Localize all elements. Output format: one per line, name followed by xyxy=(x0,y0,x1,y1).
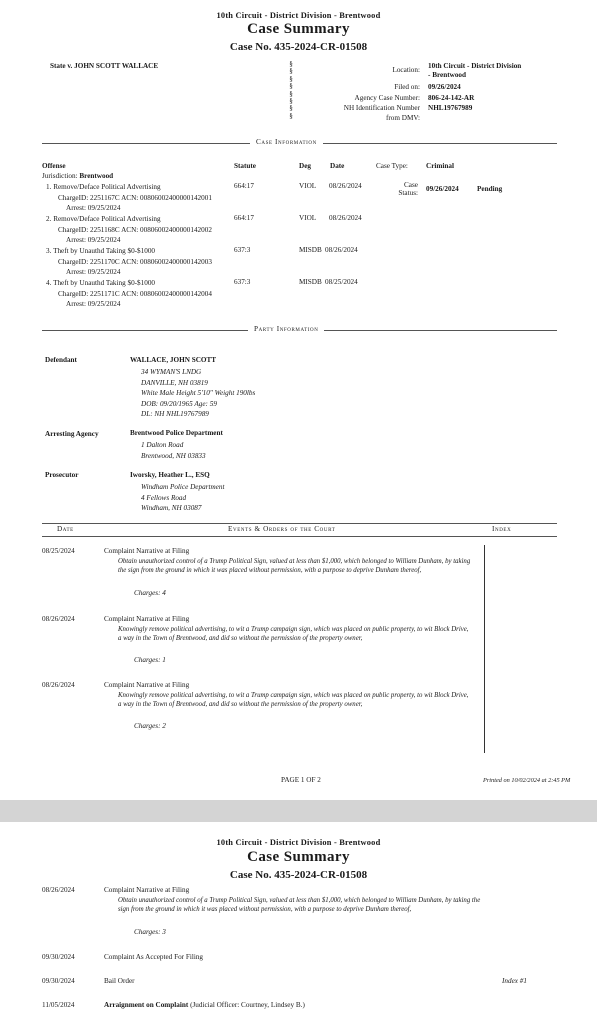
from-dmv-label: from DMV: xyxy=(385,114,420,122)
offense-deg: VIOL xyxy=(299,214,317,222)
party-role: Arresting Agency xyxy=(45,430,99,438)
court-name: 10th Circuit - District Division - Brentwood xyxy=(216,838,381,847)
event-charges: Charges: 3 xyxy=(134,928,166,936)
date-column-header: Date xyxy=(57,525,74,533)
court-name: 10th Circuit - District Division - Brentwood xyxy=(216,11,381,20)
event-date: 08/26/2024 xyxy=(42,615,75,623)
event-narrative: Knowingly remove political advertising, to wit a Trump campaign sign, which was placed on public property, to wit Block Drive, a way in the Town of Brentwood, and did so without the permission of the property owner, xyxy=(118,692,469,709)
statute-header: Statute xyxy=(234,162,256,170)
case-status-date: 09/26/2024 xyxy=(426,185,459,193)
event-charges: Charges: 1 xyxy=(134,656,166,664)
offense-statute: 664:17 xyxy=(234,214,254,222)
case-number: Case No. 435-2024-CR-01508 xyxy=(229,869,368,881)
event-date: 11/05/2024 xyxy=(42,1001,75,1009)
offense-date: 08/26/2024 xyxy=(325,246,358,254)
offense-header: Offense xyxy=(42,162,66,170)
event-title: Complaint Narrative at Filing xyxy=(104,886,190,894)
offense-date: 08/26/2024 xyxy=(329,214,362,222)
party-information-title: Party Information xyxy=(248,325,324,333)
offense-deg: MISDB xyxy=(299,246,322,254)
location-value-2: - Brentwood xyxy=(428,71,467,79)
party-details: Windham Police Department 4 Fellows Road Windham, NH 03087 xyxy=(141,483,225,512)
offense-deg: VIOL xyxy=(299,182,317,190)
events-column-header: Events & Orders of the Court xyxy=(228,525,336,533)
index-column-rule xyxy=(484,545,485,753)
event-date: 09/30/2024 xyxy=(42,953,75,961)
case-type-value: Criminal xyxy=(426,162,454,170)
page-number: PAGE 1 OF 2 xyxy=(281,776,321,784)
case-information-title: Case Information xyxy=(250,138,323,146)
event-title: Arraignment on Complaint (Judicial Officer: Courtney, Lindsey B.) xyxy=(104,1001,305,1009)
offense-item: 2. Remove/Deface Political Advertising ChargeID: 2251168C ACN: 008060024000001420​02 Arrest: 09/25/2024 xyxy=(46,215,212,244)
nh-id-label: NH Identification Number xyxy=(343,104,420,112)
case-status-label: Case Status: xyxy=(398,181,418,197)
filed-on-label: Filed on: xyxy=(394,83,420,91)
index-column-header: Index xyxy=(492,525,512,533)
offense-item: 4. Theft by Unauthd Taking $0-$1000 ChargeID: 2251171C ACN: 008060024000001420​04 Arrest: 09/25/2024 xyxy=(46,279,212,308)
offense-date: 08/25/2024 xyxy=(325,278,358,286)
offense-date: 08/26/2024 xyxy=(329,182,362,190)
case-summary-page-2 xyxy=(0,822,597,1024)
event-narrative: Obtain unauthorized control of a Trump Political Sign, valued at less than $1,000, which belonged to William Dunham, by taking the sign from the ground in which it was placed without permission, with a purpose to deprive Dunham thereof, xyxy=(118,558,471,575)
party-name: WALLACE, JOHN SCOTT xyxy=(130,356,217,364)
date-header: Date xyxy=(330,162,345,170)
event-narrative: Knowingly remove political advertising, to wit a Trump campaign sign, which was placed on public property, to wit Block Drive, a way in the Town of Brentwood, and did so without the permission of the property owner, xyxy=(118,626,469,643)
case-type-label: Case Type: xyxy=(376,162,408,170)
event-title: Complaint Narrative at Filing xyxy=(104,547,190,555)
case-style: State v. JOHN SCOTT WALLACE xyxy=(50,62,159,70)
party-name: Brentwood Police Department xyxy=(130,429,223,437)
event-narrative: Obtain unauthorized control of a Trump Political Sign, valued at less than $1,000, which belonged to William Dunham, by taking the sign from the ground in which it was placed without permission, with a purpose to deprive Dunham thereof, xyxy=(118,897,481,914)
offense-deg: MISDB xyxy=(299,278,322,286)
printed-on: Printed on 10/02/2024 at 2:45 PM xyxy=(483,777,571,784)
party-name: Iworsky, Heather L., ESQ xyxy=(130,471,210,479)
deg-header: Deg xyxy=(299,162,311,170)
event-date: 08/26/2024 xyxy=(42,681,75,689)
page-title: Case Summary xyxy=(247,849,350,865)
agency-case-number-value: 806-24-142-AR xyxy=(428,94,475,102)
filed-on-value: 09/26/2024 xyxy=(428,83,461,91)
event-title: Bail Order xyxy=(104,977,135,985)
location-label: Location: xyxy=(392,66,420,74)
event-date: 08/26/2024 xyxy=(42,886,75,894)
offense-statute: 664:17 xyxy=(234,182,254,190)
offense-item: 3. Theft by Unauthd Taking $0-$1000 ChargeID: 2251170C ACN: 008060024000001420​03 Arrest: 09/25/2024 xyxy=(46,247,212,276)
event-title: Complaint Narrative at Filing xyxy=(104,681,190,689)
jurisdiction: Jurisdiction: Brentwood xyxy=(42,172,114,180)
divider xyxy=(42,536,557,537)
party-role: Defendant xyxy=(45,356,77,364)
offense-item: 1. Remove/Deface Political Advertising ChargeID: 2251167C ACN: 0080600240000014200​1 Arrest: 09/25/2024 xyxy=(46,183,212,212)
event-title: Complaint As Accepted For Filing xyxy=(104,953,204,961)
section-marks: § § § § § § § § xyxy=(289,60,293,120)
nh-id-value: NHL19767989 xyxy=(428,104,473,112)
event-date: 08/25/2024 xyxy=(42,547,75,555)
case-number: Case No. 435-2024-CR-01508 xyxy=(229,41,368,53)
page-title: Case Summary xyxy=(247,21,350,37)
offense-statute: 637:3 xyxy=(234,278,251,286)
offense-statute: 637:3 xyxy=(234,246,251,254)
party-details: 34 WYMAN'S LNDG DANVILLE, NH 03819 White Male Height 5'10" Weight 190lbs DOB: 09/20/1965 Age: 59 DL: NH NHL19767989 xyxy=(141,368,256,418)
location-value: 10th Circuit - District Division xyxy=(428,62,522,70)
event-charges: Charges: 4 xyxy=(134,589,166,597)
event-charges: Charges: 2 xyxy=(134,722,166,730)
party-role: Prosecutor xyxy=(45,471,79,479)
party-details: 1 Dalton Road Brentwood, NH 03833 xyxy=(141,441,206,460)
event-index: Index #1 xyxy=(502,977,527,985)
event-title: Complaint Narrative at Filing xyxy=(104,615,190,623)
event-date: 09/30/2024 xyxy=(42,977,75,985)
case-status-value: Pending xyxy=(477,185,503,193)
divider xyxy=(42,523,557,524)
agency-case-number-label: Agency Case Number: xyxy=(354,94,420,102)
